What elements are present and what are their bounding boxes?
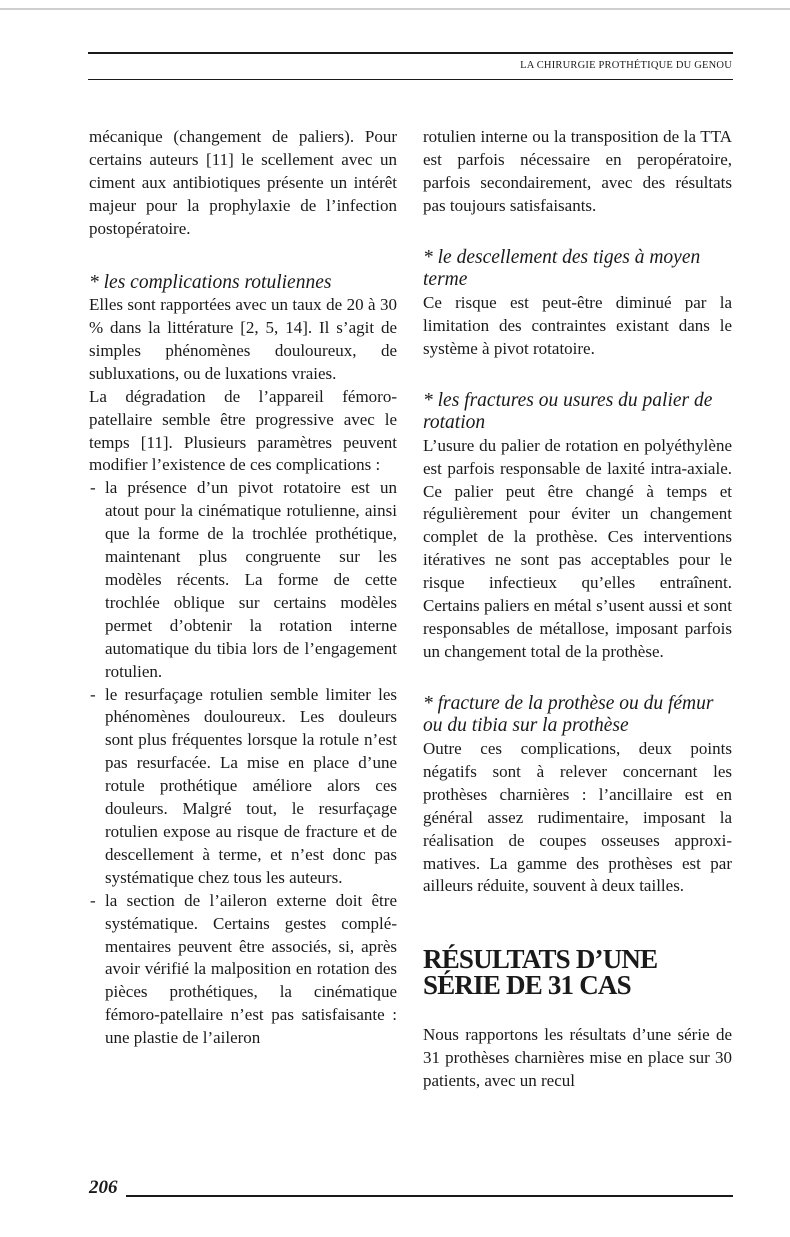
right-paragraph-3: L’usure du palier de rotation en polyéthylène est parfois responsable de laxité intra-axiale. Ce palier peut être changé à temps et régulièrement pour éviter un changement complet de la prothèse. Ces interventions itératives ne sont pas acceptables pour le risque infectieux qu’elles entraînent. Certains paliers en métal s’usent aussi et sont responsables de métallose, imposant parfois un changement total de la prothèse. bbox=[423, 435, 732, 661]
heading-descellement-tiges: * le descellement des tiges à moyen terme bbox=[423, 246, 701, 291]
left-paragraph-1: mécanique (changement de paliers). Pour certains auteurs [11] le scellement avec un ciment aux antibiotiques présente un intérêt majeur pour la prophylaxie de l’infection postopératoire. bbox=[89, 127, 397, 238]
right-paragraph-1: rotulien interne ou la transposition de la TTA est parfois nécessaire en peropératoire, parfois secondairement, avec des résultats pas toujours satisfaisants. bbox=[423, 127, 732, 215]
left-paragraph-3: La dégradation de l’appareil fémoro-patellaire semble être progressive avec le temps [11]. Plusieurs paramètres peuvent modifier l’existence de ces complications : bbox=[89, 386, 397, 475]
footer-rule bbox=[126, 1195, 733, 1197]
factor-list bbox=[89, 477, 397, 1050]
list-item: - la présence d’un pivot rotatoire est un atout pour la cinématique rotulienne, ainsi que la forme de la trochlée prothétique, maintenant plus congruente sur les modèles récents. La forme de cette trochlée oblique sur certains modèles permet d’obtenir la rotation interne automatique du tibia lors de l’engagement rotulien. bbox=[89, 477, 397, 683]
heading-fractures-palier: * les fractures ou usures du palier de rotation bbox=[423, 389, 713, 434]
header-top-rule bbox=[88, 52, 733, 54]
scan-edge-line bbox=[0, 8, 790, 10]
section-title: RÉSULTATS D’UNE SÉRIE DE 31 CAS bbox=[423, 944, 658, 1001]
list-item: - le resurfaçage rotulien semble limiter les phénomènes douloureux. Les douleurs sont plus fréquentes lorsque la rotule n’est pas resurfacée. La mise en place d’une rotule prothétique améliore alors ces douleurs. Malgré tout, le resurfaçage rotulien expose au risque de fracture et de descellement à terme, et n’est donc pas systématique chez tous les auteurs. bbox=[89, 684, 397, 890]
running-head: LA CHIRURGIE PROTHÉTIQUE DU GENOU bbox=[520, 60, 732, 71]
list-item: - la section de l’aileron externe doit être systématique. Certains gestes complémentaires peuvent être associés, si, après avoir vérifié la malposition en rotation des pièces prothétiques, la cinématique fémoro-patellaire n’est pas satisfaisante : une plastie de l’aileron bbox=[89, 890, 397, 1050]
right-column bbox=[423, 126, 732, 1093]
left-column bbox=[89, 126, 397, 1050]
right-paragraph-5: Nous rapportons les résultats d’une série de 31 prothèses charnières mise en place sur 30 patients, avec un recul bbox=[423, 1025, 732, 1091]
heading-fracture-prothese: * fracture de la prothèse ou du fémur ou du tibia sur la prothèse bbox=[423, 692, 714, 737]
page-number: 206 bbox=[89, 1177, 118, 1198]
header-bottom-rule bbox=[88, 79, 733, 80]
right-paragraph-2: Ce risque est peut-être diminué par la limitation des contraintes existant dans le système à pivot rotatoire. bbox=[423, 292, 732, 358]
left-paragraph-2: Elles sont rapportées avec un taux de 20 à 30 % dans la littérature [2, 5, 14]. Il s’agit de simples phénomènes douloureux, de subluxations, ou de luxations vraies. bbox=[89, 295, 397, 383]
right-paragraph-4: Outre ces complications, deux points négatifs sont à relever concernant les prothèses charnières : l’ancillaire est en général assez rudimentaire, imposant la réalisation de coupes osseuses approximatives. La gamme des prothèses est par ailleurs réduite, souvent à deux tailles. bbox=[423, 738, 732, 896]
heading-complications-rotuliennes: * les complications rotuliennes bbox=[89, 271, 332, 293]
